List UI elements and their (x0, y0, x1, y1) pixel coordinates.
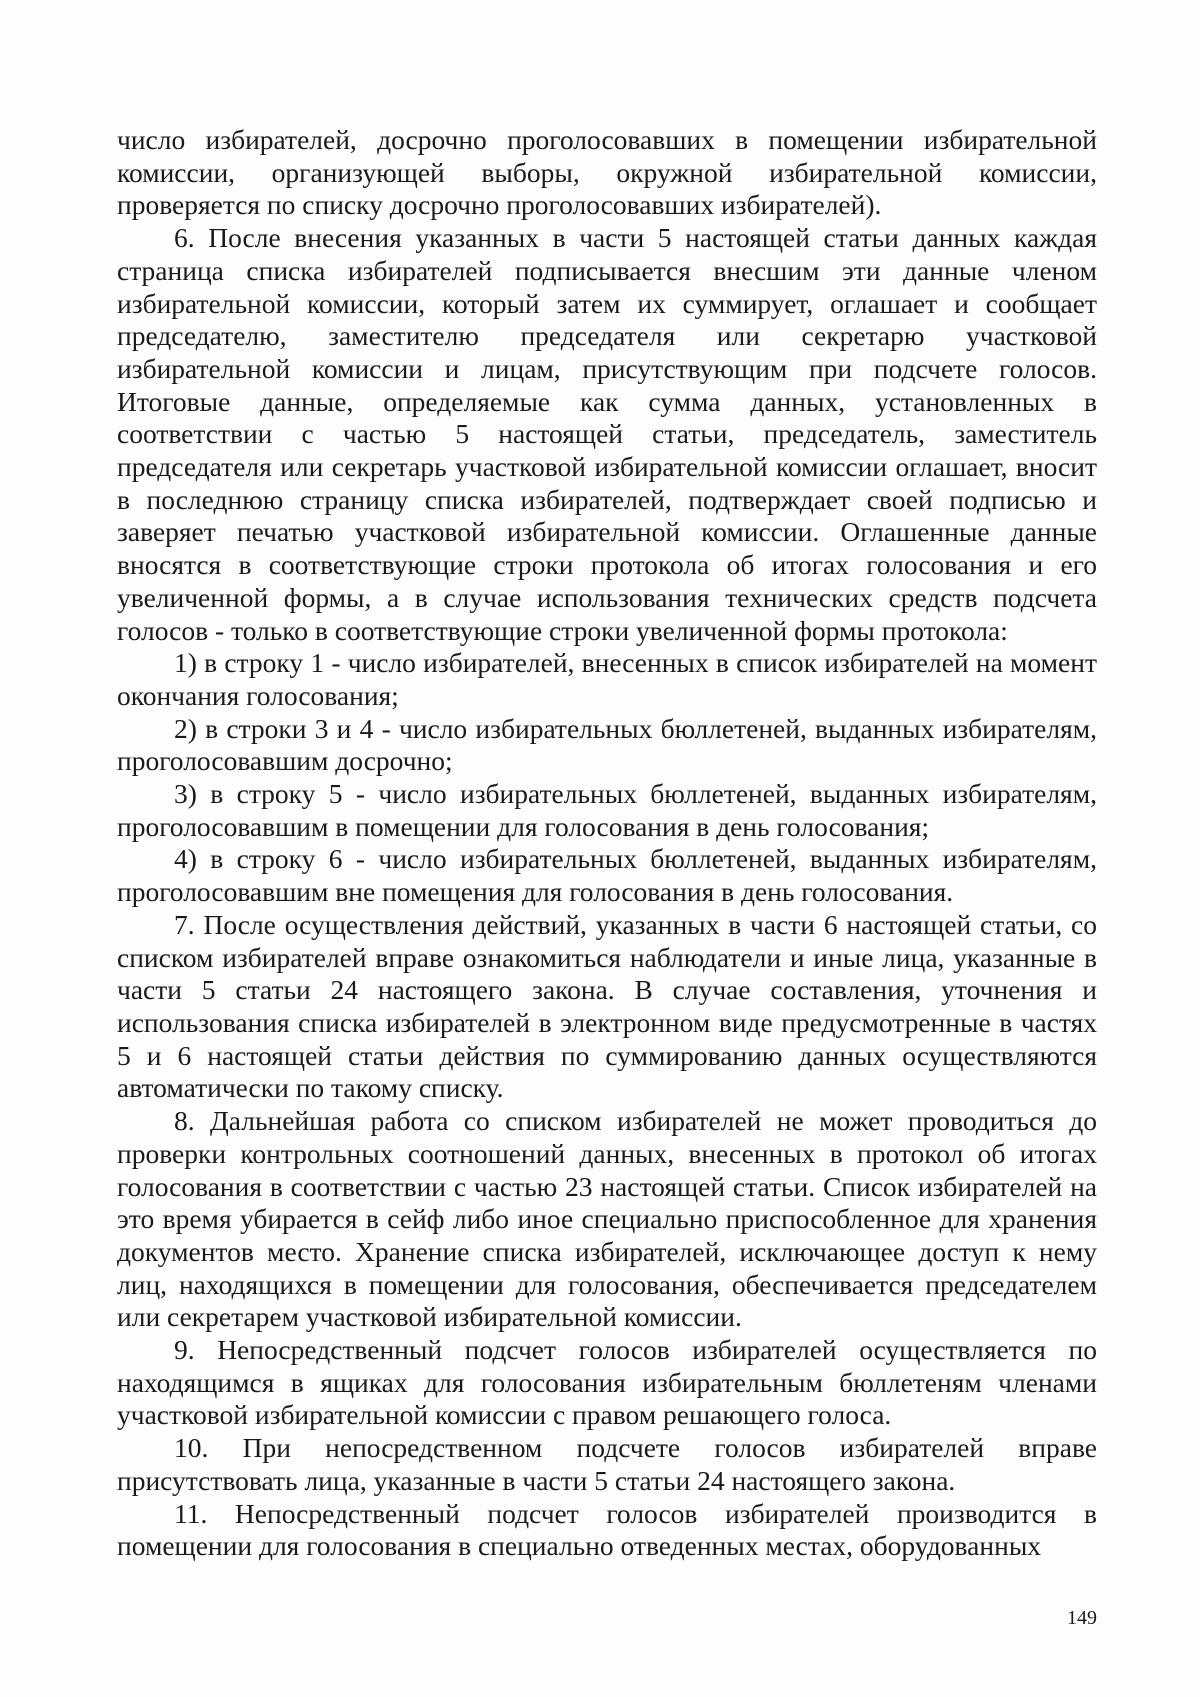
paragraph-10: 10. При непосредственном подсчете голосов избирателей вправе присутствовать лица, указанные в части 5 статьи 24 настоящего закона. (117, 1432, 1097, 1496)
paragraph-continuation: число избирателей, досрочно проголосовавших в помещении избирательной комиссии, организующей выборы, окружной избирательной комиссии, проверяется по списку досрочно проголосовавших избирателей). (117, 124, 1097, 221)
body-text (117, 124, 1097, 1563)
paragraph-7: 7. После осуществления действий, указанных в части 6 настоящей статьи, со списком избирателей вправе ознакомиться наблюдатели и иные лица, указанные в части 5 статьи 24 настоящего закона. В случае составления, уточнения и использования списка избирателей в электронном виде предусмотренные в частях 5 и 6 настоящей статьи действия по суммированию данных осуществляются автоматически по такому списку. (117, 908, 1097, 1104)
list-item-6-3: 3) в строку 5 - число избирательных бюллетеней, выданных избирателям, проголосовавшим в помещении для голосования в день голосования; (117, 778, 1097, 842)
list-item-6-1: 1) в строку 1 - число избирателей, внесенных в список избирателей на момент окончания голосования; (117, 647, 1097, 711)
paragraph-6: 6. После внесения указанных в части 5 настоящей статьи данных каждая страница списка избирателей подписывается внесшим эти данные членом избирательной комиссии, который затем их суммирует, оглашает и сообщает председателю, заместителю председателя или секретарю участковой избирательной комиссии и лицам, присутствующим при подсчете голосов. Итоговые данные, определяемые как сумма данных, установленных в соответствии с частью 5 настоящей статьи, председатель, заместитель председателя или секретарь участковой избирательной комиссии оглашает, вносит в последнюю страницу списка избирателей, подтверждает своей подписью и заверяет печатью участковой избирательной комиссии. Оглашенные данные вносятся в соответствующие строки протокола об итогах голосования и его увеличенной формы, а в случае использования технических средств подсчета голосов - только в соответствующие строки увеличенной формы протокола: (117, 222, 1097, 646)
paragraph-11: 11. Непосредственный подсчет голосов избирателей производится в помещении для голосования в специально отведенных местах, оборудованных (117, 1497, 1097, 1562)
page-number: 149 (1067, 1607, 1097, 1629)
paragraph-9: 9. Непосредственный подсчет голосов избирателей осуществляется по находящимся в ящиках для голосования избирательным бюллетеням членами участковой избирательной комиссии с правом решающего голоса. (117, 1334, 1097, 1431)
list-item-6-4: 4) в строку 6 - число избирательных бюллетеней, выданных избирателям, проголосовавшим вне помещения для голосования в день голосования. (117, 843, 1097, 908)
paragraph-8: 8. Дальнейшая работа со списком избирателей не может проводиться до проверки контрольных соотношений данных, внесенных в протокол об итогах голосования в соответствии с частью 23 настоящей статьи. Список избирателей на это время убирается в сейф либо иное специально приспособленное для хранения документов место. Хранение списка избирателей, исключающее доступ к нему лиц, находящихся в помещении для голосования, обеспечивается председателем или секретарем участковой избирательной комиссии. (117, 1105, 1097, 1333)
list-item-6-2: 2) в строки 3 и 4 - число избирательных бюллетеней, выданных избирателям, проголосовавшим досрочно; (117, 712, 1097, 777)
